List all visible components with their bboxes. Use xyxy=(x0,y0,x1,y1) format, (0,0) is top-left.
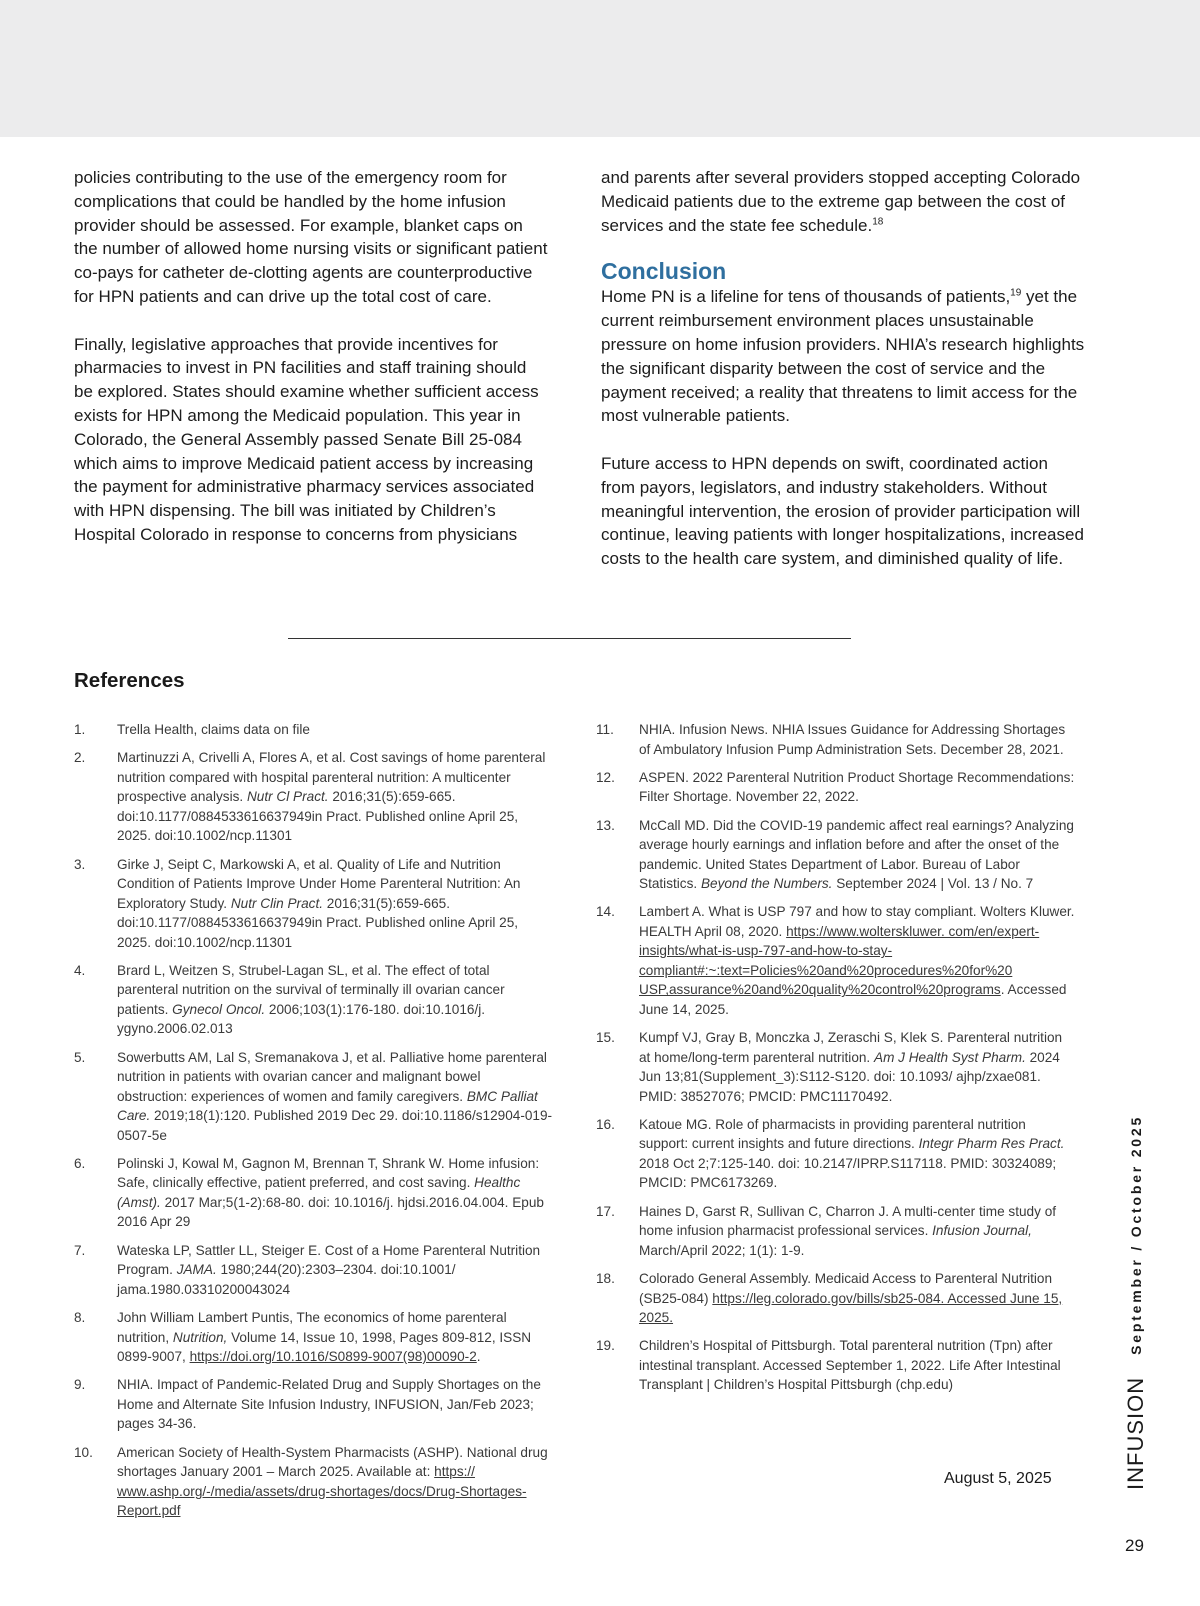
reference-item: 10. American Society of Health-System Pharmacists (ASHP). National drug shortages January 2001 – March 2025. Available at: https:// www.ashp.org/-/media/assets/drug-shortages/docs/Drug-Shortages-Report.pdf xyxy=(74,1444,548,1519)
issue-sidebar xyxy=(1121,1110,1151,1490)
reference-item: 11. NHIA. Infusion News. NHIA Issues Guidance for Addressing Shortages of Ambulatory Infusion Pump Administration Sets. December 28, 2021. xyxy=(596,722,1066,757)
section-divider xyxy=(288,638,851,639)
reference-item: 17. Haines D, Garst R, Sullivan C, Charron J. A multi-center time study of home infusion pharmacist professional services. Infusion Journal, March/April 2022; 1(1): 1-9. xyxy=(596,1203,1057,1258)
body-column-right xyxy=(601,166,1086,571)
body-paragraph: Future access to HPN depends on swift, coordinated action from payors, legislators, and industry stakeholders. Without meaningful intervention, the erosion of provider participation will continue, leaving patients with longer hospitalizations, increased costs to the health care system, and diminished quality of life. xyxy=(601,453,1084,569)
references-list-left xyxy=(74,720,554,1529)
body-paragraph: policies contributing to the use of the emergency room for complications that could be handled by the home infusion provider should be assessed. For example, blanket caps on the number of allowed home nursing visits or significant patient co-pays for catheter de-clotting agents are counterproductive for HPN patients and can drive up the total cost of care. xyxy=(74,168,548,306)
issue-label: September / October 2025 xyxy=(1128,1114,1144,1355)
reference-item: 18. Colorado General Assembly. Medicaid Access to Parenteral Nutrition (SB25-084) https://leg.colorado.gov/bills/sb25-084. Accessed June 15, 2025. xyxy=(596,1271,1063,1326)
reference-item: 14. Lambert A. What is USP 797 and how to stay compliant. Wolters Kluwer. HEALTH April 08, 2020. https://www.wolterskluwer. com/en/expert-insights/what-is-usp-797-and-how-to-stay-compliant#:~:text=Policies%20and%20procedures%20for%20 USP,assurance%20and%20quality%20control%20programs. Accessed June 14, 2025. xyxy=(596,904,1075,1017)
body-paragraph: Home PN is a lifeline for tens of thousands of patients,$^{19}$ yet the current reimbursement environment places unsustainable pressure on home infusion providers. NHIA’s research highlights the significant disparity between the cost of service and the payment received; a reality that threatens to limit access for the most vulnerable patients. xyxy=(601,287,1085,426)
body-paragraph: and parents after several providers stopped accepting Colorado Medicaid patients due to the extreme gap between the cost of services and the state fee schedule.$^{18}$ xyxy=(601,168,1081,235)
reference-item: 3. Girke J, Seipt C, Markowski A, et al. Quality of Life and Nutrition Condition of Patients Improve Under Home Parenteral Nutrition: An Exploratory Study. Nutr Clin Pract. 2016;31(5):659-665. doi:10.1177/0884533616637949in Pract. Published online April 25, 2025. doi:10.1002/ncp.11301 xyxy=(74,856,521,950)
references-list-right xyxy=(596,720,1076,1404)
reference-item: 4. Brard L, Weitzen S, Strubel-Lagan SL, et al. The effect of total parenteral nutrition on the survival of terminally ill ovarian cancer patients. Gynecol Oncol. 2006;103(1):176-180. doi:10.1016/j. ygyno.2006.02.013 xyxy=(74,962,505,1037)
reference-item: 16. Katoue MG. Role of pharmacists in providing parenteral nutrition support: current insights and future directions. Integr Pharm Res Pract. 2018 Oct 2;7:125-140. doi: 10.2147/IPRP.S117118. PMID: 30324089; PMCID: PMC6173269. xyxy=(596,1116,1065,1191)
publication-date: August 5, 2025 xyxy=(944,1470,1052,1487)
reference-item: 9. NHIA. Impact of Pandemic-Related Drug and Supply Shortages on the Home and Alternate Site Infusion Industry, INFUSION, Jan/Feb 2023; pages 34-36. xyxy=(74,1377,541,1432)
reference-link[interactable]: https://doi.org/10.1016/S0899-9007(98)00090-2 xyxy=(189,1349,477,1365)
footnote-ref: 19 xyxy=(1010,287,1022,299)
references-title: References xyxy=(74,669,185,692)
footnote-ref: 18 xyxy=(872,215,884,227)
reference-link[interactable]: https://leg.colorado.gov/bills/sb25-084. Accessed June 15, 2025. xyxy=(639,1290,1063,1326)
reference-item: 8. John William Lambert Puntis, The economics of home parenteral nutrition, Nutrition, Volume 14, Issue 10, 1998, Pages 809-812, ISSN 0899-9007, https://doi.org/10.1016/S0899-9007(98)00090-2. xyxy=(74,1310,532,1365)
reference-link[interactable]: https://www.wolterskluwer. com/en/expert-insights/what-is-usp-797-and-how-to-stay-compliant#:~:text=Policies%20and%20procedures%20for%20 USP,assurance%20and%20quality%20control%20programs xyxy=(639,923,1040,998)
reference-item: 7. Wateska LP, Sattler LL, Steiger E. Cost of a Home Parenteral Nutrition Program. JAMA. 1980;244(20):2303–2304. doi:10.1001/ jama.1980.03310200043024 xyxy=(74,1242,541,1297)
body-column-left xyxy=(74,166,549,547)
reference-item: 2. Martinuzzi A, Crivelli A, Flores A, et al. Cost savings of home parenteral nutrition compared with hospital parenteral nutrition: A multicenter prospective analysis. Nutr Cl Pract. 2016;31(5):659-665. doi:10.1177/0884533616637949in Pract. Published online April 25, 2025. doi:10.1002/ncp.11301 xyxy=(74,750,546,844)
reference-item: 12. ASPEN. 2022 Parenteral Nutrition Product Shortage Recommendations: Filter Shortage. November 22, 2022. xyxy=(596,769,1075,805)
reference-item: 15. Kumpf VJ, Gray B, Monczka J, Zeraschi S, Klek S. Parenteral nutrition at home/long-term parenteral nutrition. Am J Health Syst Pharm. 2024 Jun 13;81(Supplement_3):S112-S120. doi: 10.1093/ ajhp/zxae081. PMID: 38527076; PMCID: PMC11170492. xyxy=(596,1030,1063,1104)
header-band xyxy=(0,0,1200,137)
reference-link[interactable]: https:// www.ashp.org/-/media/assets/drug-shortages/docs/Drug-Shortages-Report.pdf xyxy=(117,1464,527,1519)
reference-item: 13. McCall MD. Did the COVID-19 pandemic affect real earnings? Analyzing average hourly earnings and inflation before and after the onset of the pandemic. United States Department of Labor. Bureau of Labor Statistics. Beyond the Numbers. September 2024 | Vol. 13 / No. 7 xyxy=(596,817,1074,892)
reference-item: 1. Trella Health, claims data on file xyxy=(74,722,310,737)
reference-item: 6. Polinski J, Kowal M, Gagnon M, Brennan T, Shrank W. Home infusion: Safe, clinically effective, patient preferred, and cost saving. Healthc (Amst). 2017 Mar;5(1-2):68-80. doi: 10.1016/j. hjdsi.2016.04.004. Epub 2016 Apr 29 xyxy=(74,1155,544,1230)
reference-item: 5. Sowerbutts AM, Lal S, Sremanakova J, et al. Palliative home parenteral nutrition in patients with ovarian cancer and malignant bowel obstruction: experiences of women and family caregivers. BMC Palliat Care. 2019;18(1):120. Published 2019 Dec 29. doi:10.1186/s12904-019-0507-5e xyxy=(74,1049,553,1143)
reference-item: 19. Children’s Hospital of Pittsburgh. Total parenteral nutrition (Tpn) after intestinal transplant. Accessed September 1, 2022. Life After Intestinal Transplant | Children’s Hospital Pittsburgh (chp.edu) xyxy=(596,1338,1061,1393)
infusion-logo: INFUSION xyxy=(1123,1376,1148,1490)
section-heading-conclusion: Conclusion xyxy=(601,258,727,285)
body-paragraph: Finally, legislative approaches that provide incentives for pharmacies to invest in PN facilities and staff training should be explored. States should examine whether sufficient access exists for HPN among the Medicaid population. This year in Colorado, the General Assembly passed Senate Bill 25-084 which aims to improve Medicaid patient access by increasing the payment for administrative pharmacy services associated with HPN dispensing. The bill was initiated by Children’s Hospital Colorado in response to concerns from physicians xyxy=(74,334,539,544)
page-number: 29 xyxy=(1125,1536,1144,1555)
